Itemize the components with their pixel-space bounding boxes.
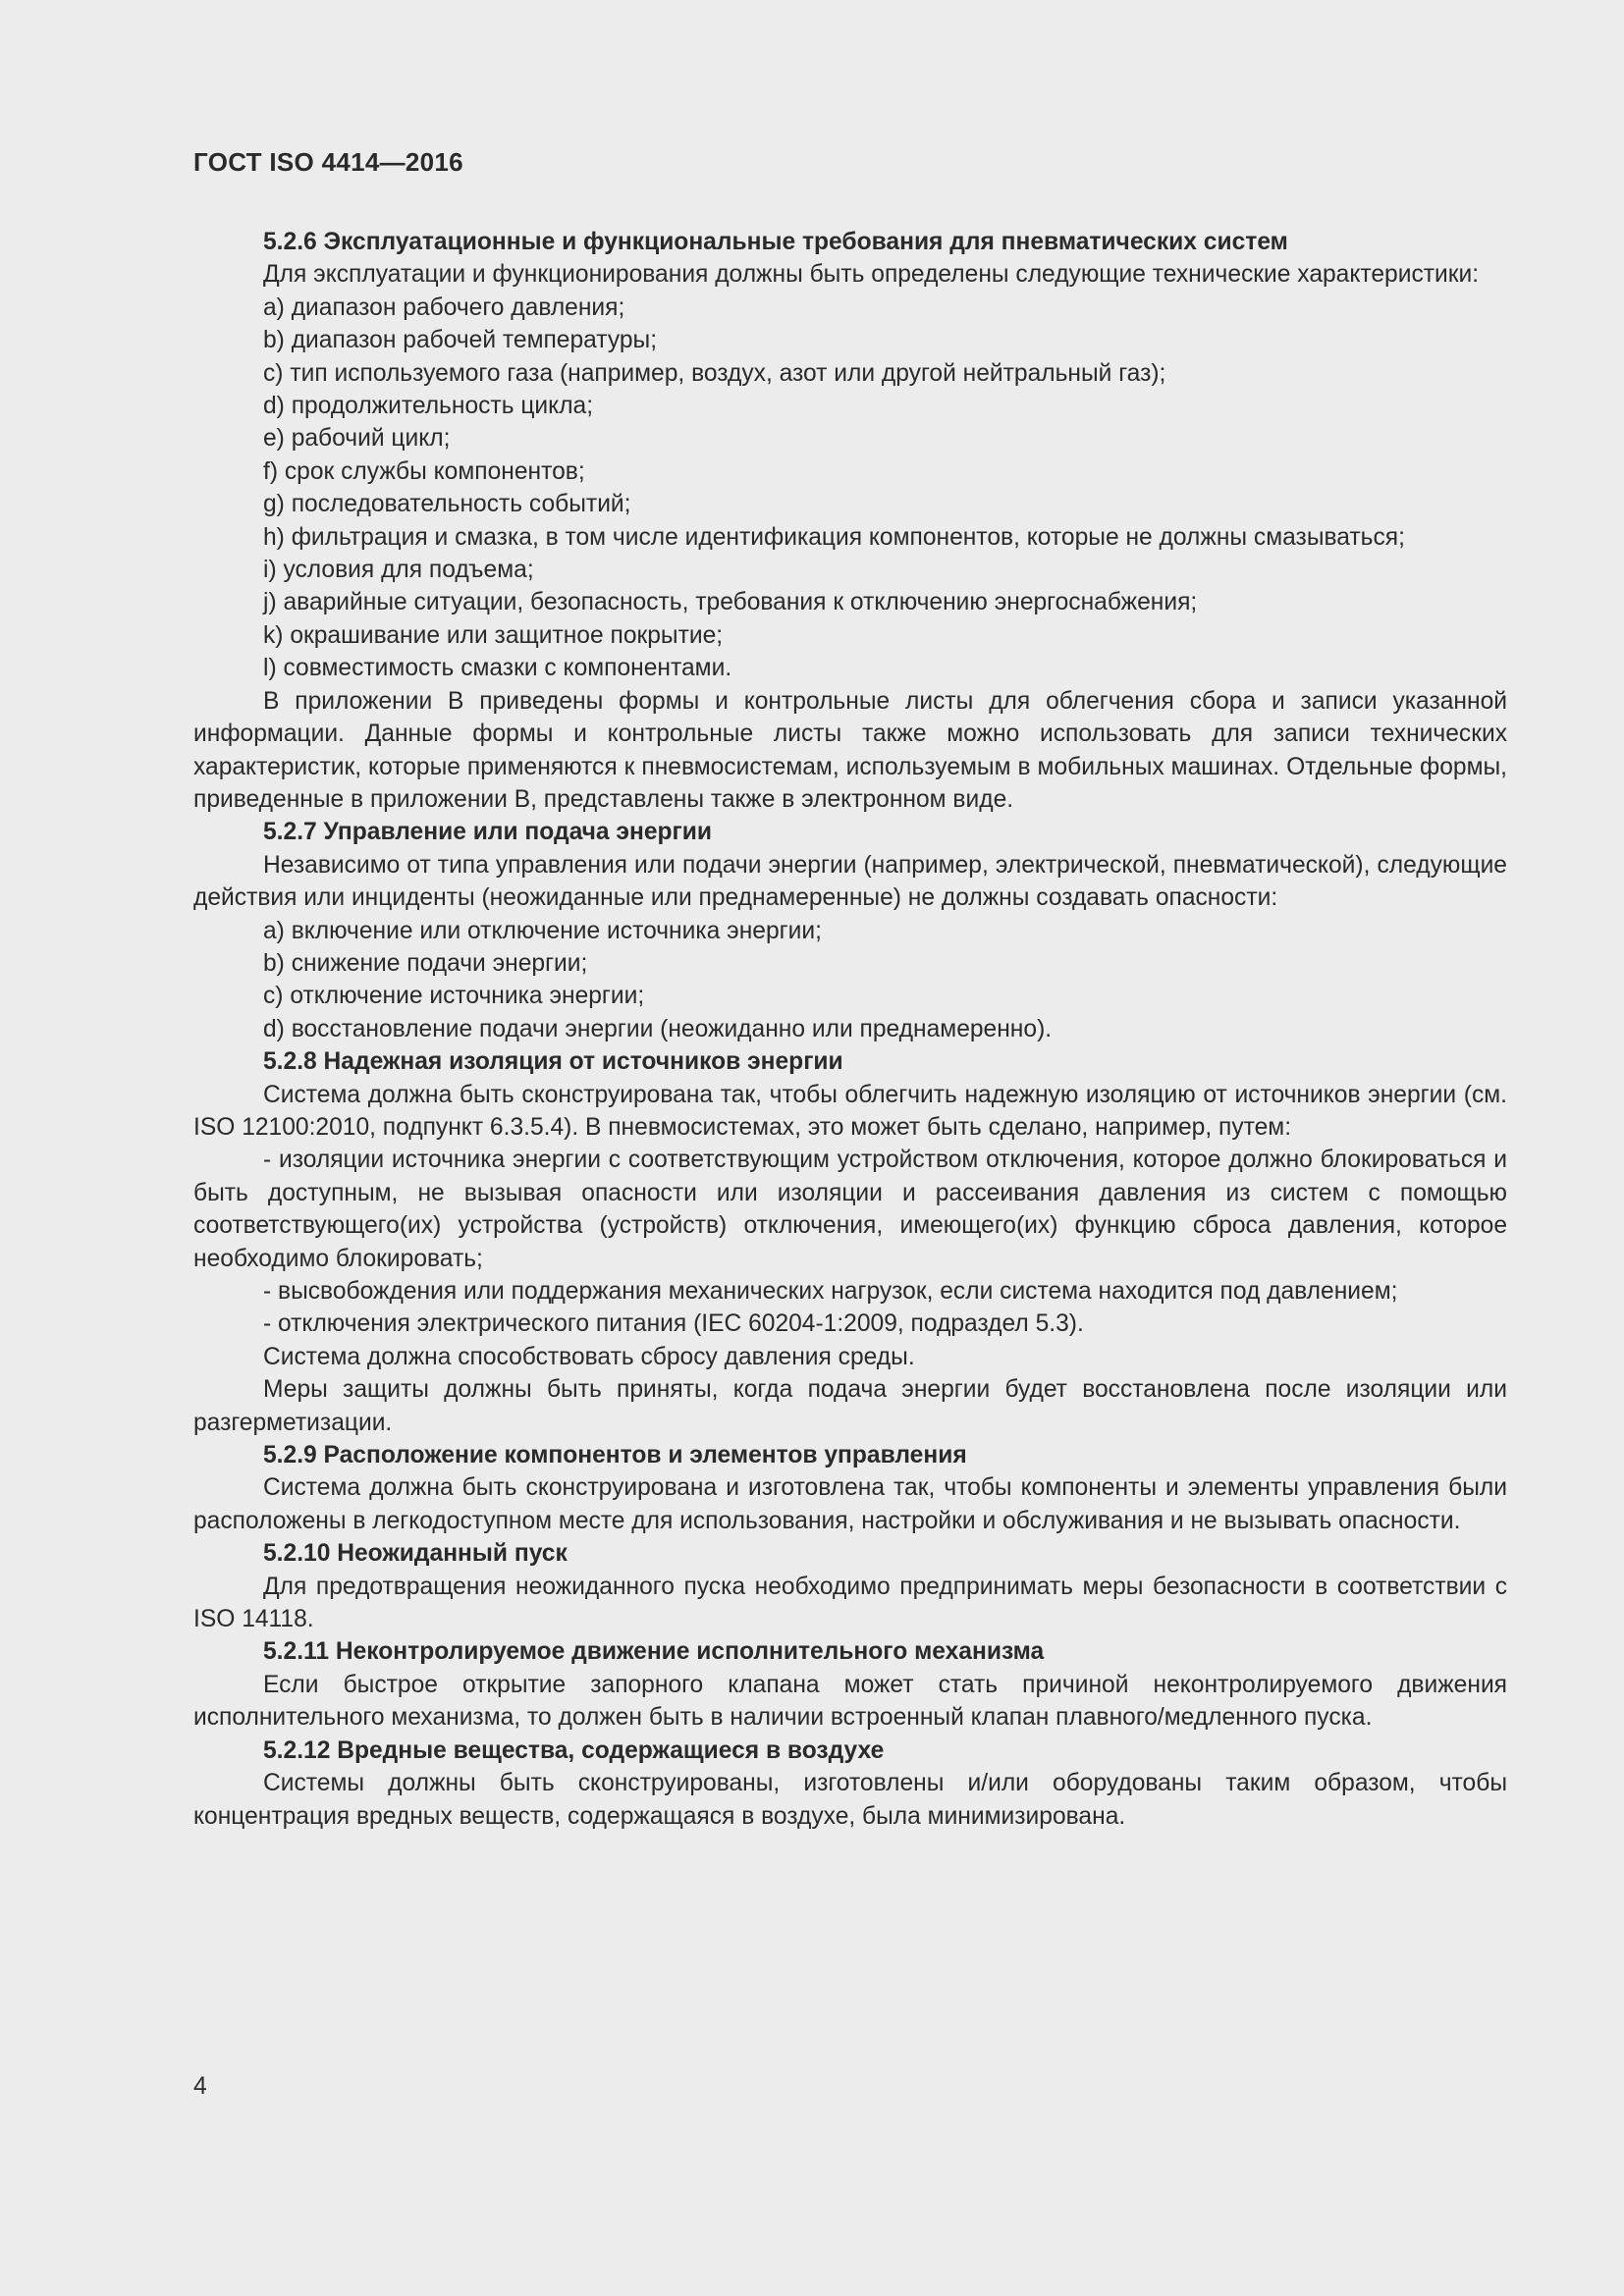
document-header: ГОСТ ISO 4414—2016: [193, 147, 463, 177]
section-heading: 5.2.10 Неожиданный пуск: [263, 1540, 568, 1568]
list-item: c) отключение источника энергии;: [263, 983, 645, 1010]
list-item: a) диапазон рабочего давления;: [263, 294, 625, 321]
section-heading: 5.2.9 Расположение компонентов и элементов управления: [263, 1442, 967, 1469]
list-item: f) срок службы компонентов;: [263, 457, 585, 485]
document-body: [193, 226, 1507, 1833]
section-heading: 5.2.6 Эксплуатационные и функциональные требования для пневматических систем: [263, 229, 1288, 255]
list-item: k) окрашивание или защитное покрытие;: [263, 621, 724, 649]
section-heading: 5.2.7 Управление или подача энергии: [263, 819, 713, 846]
list-item: b) снижение подачи энергии;: [263, 949, 588, 977]
list-item: e) рабочий цикл;: [263, 425, 451, 453]
paragraph: Меры защиты должны быть приняты, когда подача энергии будет восстановлена после изоляции или разгерметизации.: [193, 1376, 1507, 1436]
list-item: l) совместимость смазки с компонентами.: [263, 655, 732, 682]
list-item: - отключения электрического питания (IEC 60204-1:2009, подраздел 5.3).: [263, 1310, 1084, 1338]
list-item: h) фильтрация и смазка, в том числе идентификация компонентов, которые не должны смазываться;: [263, 523, 1405, 551]
list-item: a) включение или отключение источника энергии;: [263, 917, 822, 944]
paragraph: Для предотвращения неожиданного пуска необходимо предпринимать меры безопасности в соответствии с ISO 14118.: [193, 1573, 1507, 1633]
paragraph: Система должна быть сконструирована так, чтобы облегчить надежную изоляцию от источников энергии (см. ISO 12100:2010, подпункт 6.3.5.4). В пневмосистемах, это может быть сделано, например, путем:: [193, 1081, 1507, 1141]
list-item: g) последовательность событий;: [263, 491, 631, 518]
list-item: - высвобождения или поддержания механических нагрузок, если система находится под давлением;: [263, 1278, 1398, 1305]
paragraph: В приложении В приведены формы и контрольные листы для облегчения сбора и записи указанной информации. Данные формы и контрольные листы также можно использовать для записи технических характеристик, которые применяются к пневмосистемам, используемым в мобильных машинах. Отдельные формы, приведенные в приложении В, представлены также в электронном виде.: [193, 687, 1507, 813]
paragraph: Система должна способствовать сбросу давления среды.: [263, 1343, 915, 1370]
list-item: d) продолжительность цикла;: [263, 393, 594, 420]
section-heading: 5.2.11 Неконтролируемое движение исполнительного механизма: [263, 1638, 1045, 1666]
section-heading: 5.2.12 Вредные вещества, содержащиеся в воздухе: [263, 1736, 885, 1764]
paragraph: Независимо от типа управления или подачи энергии (например, электрической, пневматической), следующие действия или инциденты (неожиданные или преднамеренные) не должны создавать опасности:: [193, 851, 1507, 912]
paragraph: Системы должны быть сконструированы, изготовлены и/или оборудованы таким образом, чтобы концентрация вредных веществ, содержащаяся в воздухе, была минимизирована.: [193, 1770, 1507, 1830]
list-item: b) диапазон рабочей температуры;: [263, 327, 658, 354]
list-item: j) аварийные ситуации, безопасность, требования к отключению энергоснабжения;: [263, 589, 1198, 616]
section-heading: 5.2.8 Надежная изоляция от источников энергии: [263, 1048, 843, 1076]
page-number: 4: [193, 2073, 207, 2100]
paragraph: Для эксплуатации и функционирования должны быть определены следующие технические характеристики:: [263, 261, 1480, 289]
list-item: i) условия для подъема;: [263, 557, 534, 584]
paragraph: Если быстрое открытие запорного клапана может стать причиной неконтролируемого движения исполнительного механизма, то должен быть в наличии встроенный клапан плавного/медленного пуска.: [193, 1671, 1507, 1732]
paragraph: Система должна быть сконструирована и изготовлена так, чтобы компоненты и элементы управления были расположены в легкодоступном месте для использования, настройки и обслуживания и не вызывать опасности.: [193, 1474, 1507, 1534]
list-item: c) тип используемого газа (например, воздух, азот или другой нейтральный газ);: [263, 359, 1166, 387]
list-item: - изоляции источника энергии с соответствующим устройством отключения, которое должно блокироваться и быть доступным, не вызывая опасности или изоляции и рассеивания давления из систем с помощью соответствующего(их) устройства (устройств) отключения, имеющего(их) функцию сброса давления, которое необходимо блокировать;: [193, 1147, 1507, 1272]
list-item: d) восстановление подачи энергии (неожиданно или преднамеренно).: [263, 1015, 1053, 1042]
